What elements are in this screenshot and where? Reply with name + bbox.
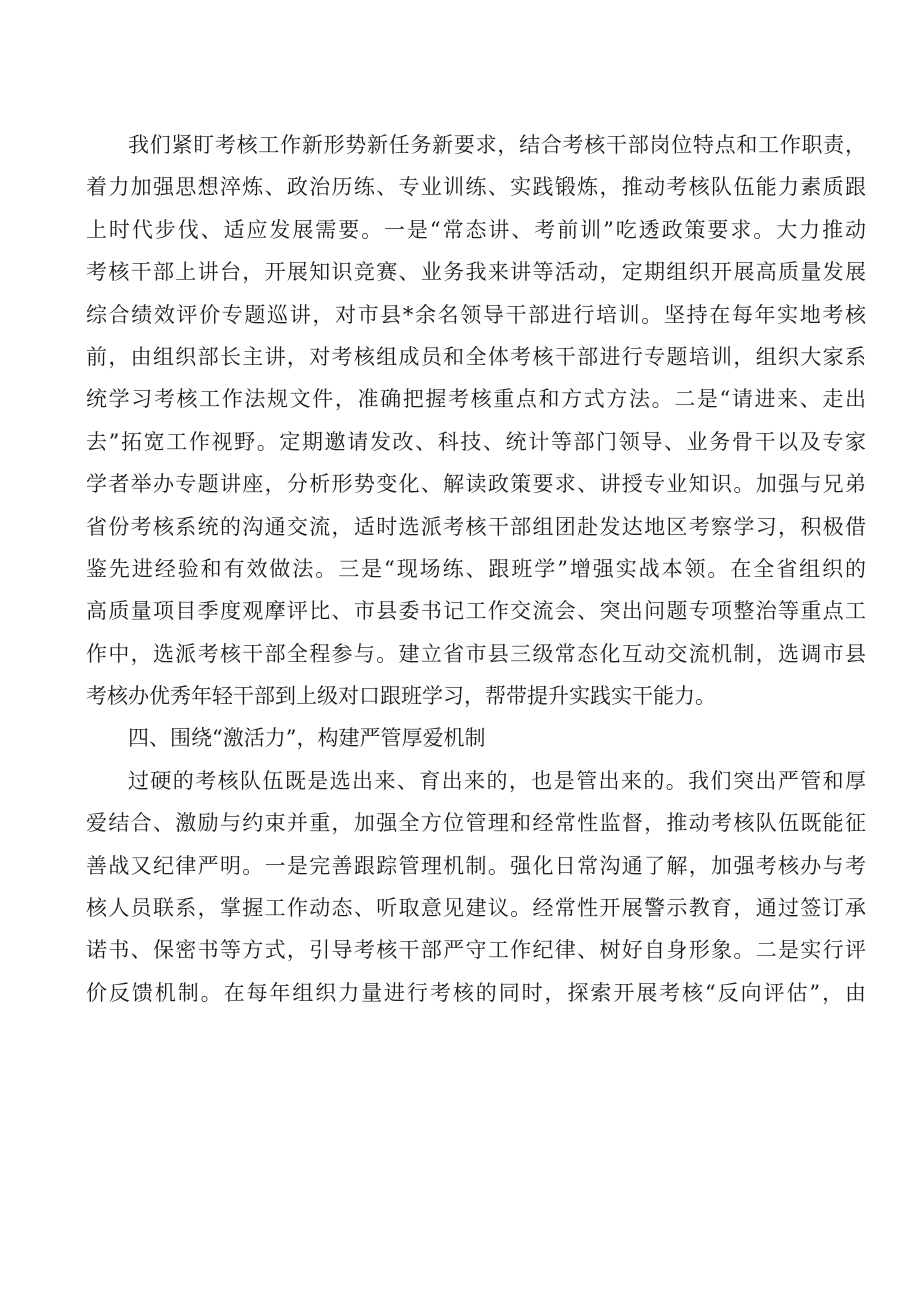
text-line: 善战又纪律严明。一是完善跟踪管理机制。强化日常沟通了解，加强考核办与考 — [86, 853, 866, 878]
text-line: 爱结合、激励与约束并重，加强全方位管理和经常性监督，推动考核队伍既能征 — [86, 811, 866, 836]
text-line: 省份考核系统的沟通交流，适时选派考核干部组团赴发达地区考察学习，积极借 — [86, 514, 866, 539]
text-line: 着力加强思想淬炼、政治历练、专业训练、实践锻炼，推动考核队伍能力素质跟 — [86, 175, 866, 200]
text-line: 核人员联系，掌握工作动态、听取意见建议。经常性开展警示教育，通过签订承 — [86, 896, 866, 921]
paragraph-management — [86, 760, 866, 1014]
text-line: 上时代步伐、适应发展需要。一是“常态讲、考前训”吃透政策要求。大力推动 — [86, 217, 866, 242]
text-line: 前，由组织部长主讲，对考核组成员和全体考核干部进行专题培训，组织大家系 — [86, 344, 866, 369]
text-line: 统学习考核工作法规文件，准确把握考核重点和方式方法。二是“请进来、走出 — [86, 387, 866, 412]
document-body — [86, 124, 866, 1014]
section-heading: 四、围绕“激活力”，构建严管厚爱机制 — [128, 726, 486, 751]
text-line: 我们紧盯考核工作新形势新任务新要求，结合考核干部岗位特点和工作职责， — [128, 133, 866, 157]
text-line: 作中，选派考核干部全程参与。建立省市县三级常态化互动交流机制，选调市县 — [86, 641, 866, 666]
text-line: 学者举办专题讲座，分析形势变化、解读政策要求、讲授专业知识。加强与兄弟 — [86, 472, 866, 497]
text-line: 价反馈机制。在每年组织力量进行考核的同时，探索开展考核“反向评估”，由 — [86, 980, 866, 1005]
text-line: 鉴先进经验和有效做法。三是“现场练、跟班学”增强实战本领。在全省组织的 — [86, 556, 866, 581]
text-line: 考核干部上讲台，开展知识竞赛、业务我来讲等活动，定期组织开展高质量发展 — [86, 260, 866, 285]
text-line: 诺书、保密书等方式，引导考核干部严守工作纪律、树好自身形象。二是实行评 — [86, 938, 866, 963]
text-line: 去”拓宽工作视野。定期邀请发改、科技、统计等部门领导、业务骨干以及专家 — [86, 429, 866, 454]
text-line: 高质量项目季度观摩评比、市县委书记工作交流会、突出问题专项整治等重点工 — [86, 599, 866, 624]
text-line: 过硬的考核队伍既是选出来、育出来的，也是管出来的。我们突出严管和厚 — [128, 768, 866, 793]
text-line: 综合绩效评价专题巡讲，对市县*余名领导干部进行培训。坚持在每年实地考核 — [86, 302, 866, 327]
paragraph-training — [86, 124, 866, 717]
text-line: 考核办优秀年轻干部到上级对口跟班学习，帮带提升实践实干能力。 — [86, 684, 716, 709]
